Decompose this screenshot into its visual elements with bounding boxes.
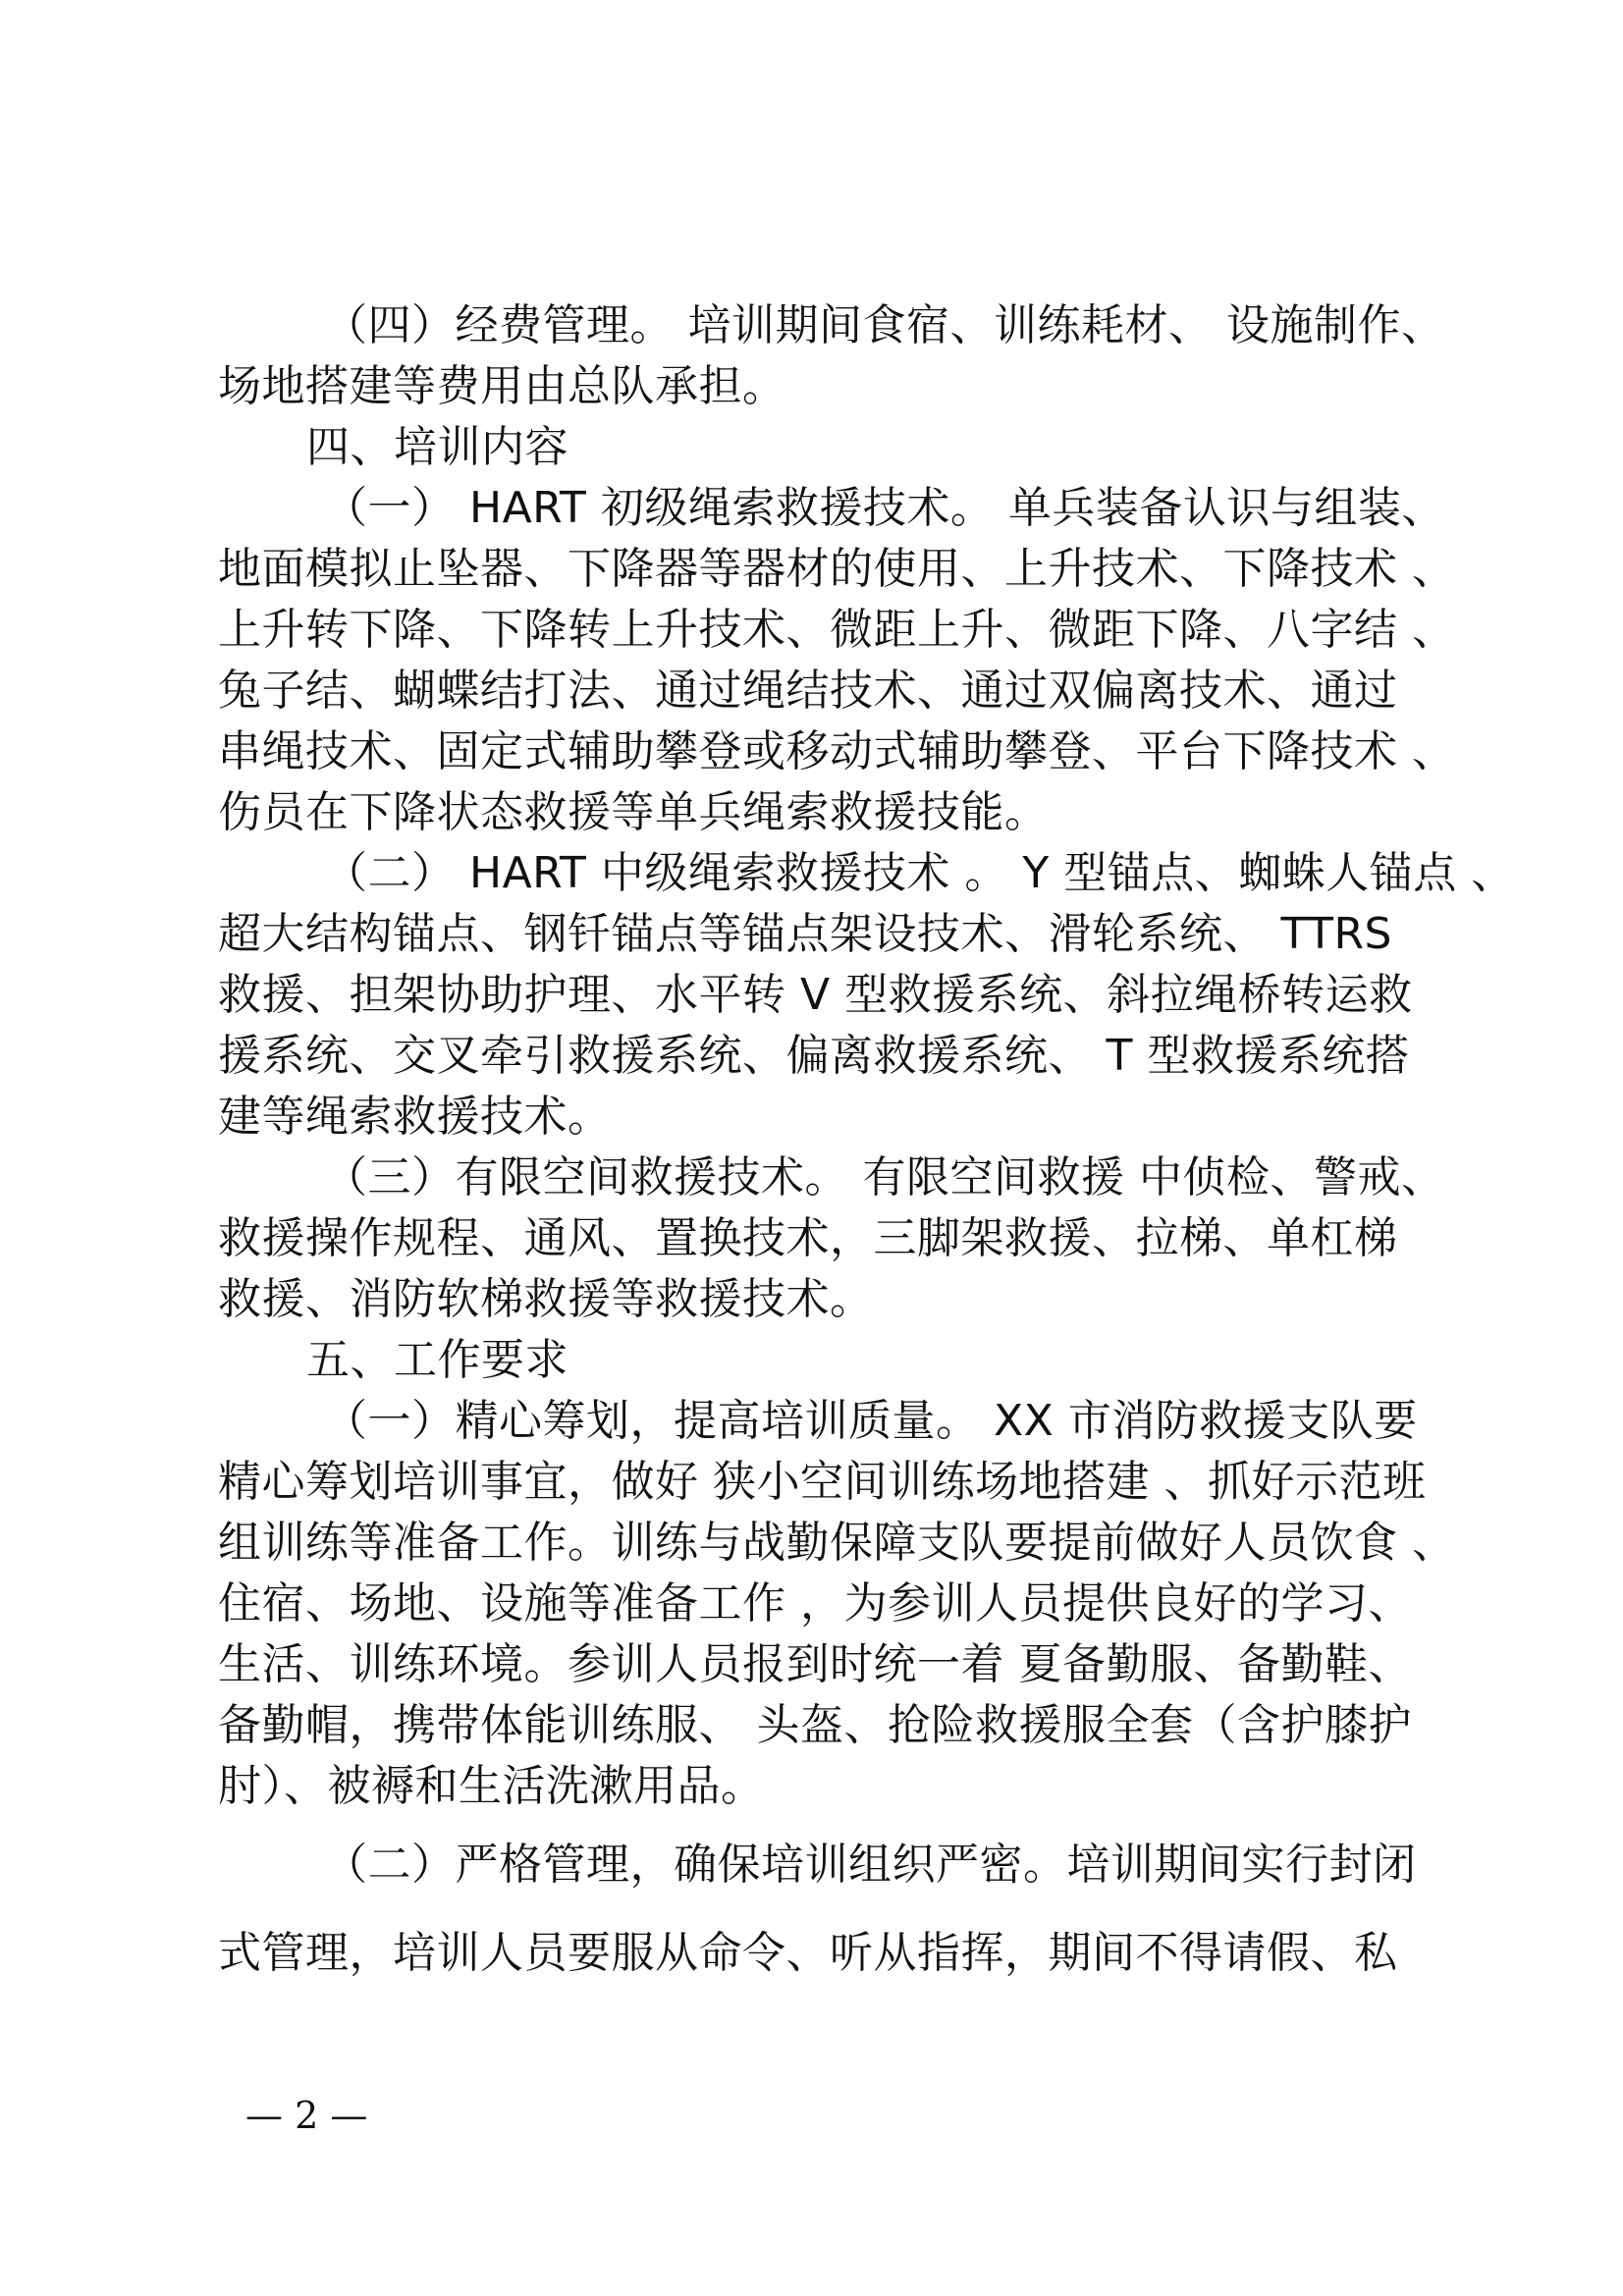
text-line: （一）精心筹划，提高培训质量。 XX 市消防救援支队要 [324, 1396, 1418, 1446]
text-line: 场地搭建等费用由总队承担。 [218, 361, 786, 411]
text-line: 组训练等准备工作。训练与战勤保障支队要提前做好人员饮食 、 [218, 1518, 1456, 1568]
text-line: 精心筹划培训事宜，做好 狭小空间训练场地搭建 、抓好示范班 [218, 1457, 1427, 1507]
text-line: 肘）、被褥和生活洗漱用品。 [218, 1761, 765, 1811]
page-number: — 2 — [245, 2094, 368, 2137]
text-line: 地面模拟止坠器、下降器等器材的使用、上升技术、下降技术 、 [218, 544, 1456, 594]
text-line: 救援、消防软梯救援等救援技术。 [218, 1274, 874, 1324]
text-line: （二） HART 中级绳索救援技术 。 Y 型锚点、蜘蛛人锚点 、 [324, 848, 1515, 898]
text-line: （二）严格管理，确保培训组织严密。培训期间实行封闭 [324, 1840, 1417, 1890]
text-line: （四）经费管理。 培训期间食宿、训练耗材、 设施制作、 [324, 300, 1445, 350]
section-heading: 四、培训内容 [306, 422, 568, 472]
text-line: 住宿、场地、设施等准备工作 ，为参训人员提供良好的学习、 [218, 1578, 1412, 1629]
text-line: 式管理，培训人员要服从命令、听从指挥，期间不得请假、私 [218, 1928, 1398, 1978]
text-line: 超大结构锚点、钢钎锚点等锚点架设技术、滑轮系统、 TTRS [218, 909, 1392, 959]
text-line: （三）有限空间救援技术。 有限空间救援 中侦检、警戒、 [324, 1152, 1445, 1202]
text-line: 备勤帽，携带体能训练服、 头盔、抢险救援服全套（含护膝护 [218, 1700, 1412, 1750]
text-line: 救援操作规程、通风、置换技术，三脚架救援、拉梯、单杠梯 [218, 1213, 1398, 1263]
text-line: 建等绳索救援技术。 [218, 1092, 612, 1142]
text-line: 上升转下降、下降转上升技术、微距上升、微距下降、八字结 、 [218, 605, 1456, 655]
text-line: （一） HART 初级绳索救援技术。 单兵装备认识与组装、 [324, 483, 1445, 533]
text-line: 援系统、交叉牵引救援系统、偏离救援系统、 T 型救援系统搭 [218, 1031, 1410, 1081]
text-line: 伤员在下降状态救援等单兵绳索救援技能。 [218, 787, 1049, 837]
text-line: 串绳技术、固定式辅助攀登或移动式辅助攀登、平台下降技术 、 [218, 726, 1456, 776]
text-line: 救援、担架协助护理、水平转 V 型救援系统、斜拉绳桥转运救 [218, 970, 1413, 1020]
text-line: 兔子结、蝴蝶结打法、通过绳结技术、通过双偏离技术、通过 [218, 666, 1398, 716]
text-line: 生活、训练环境。参训人员报到时统一着 夏备勤服、备勤鞋、 [218, 1639, 1412, 1689]
section-heading: 五、工作要求 [306, 1335, 568, 1385]
